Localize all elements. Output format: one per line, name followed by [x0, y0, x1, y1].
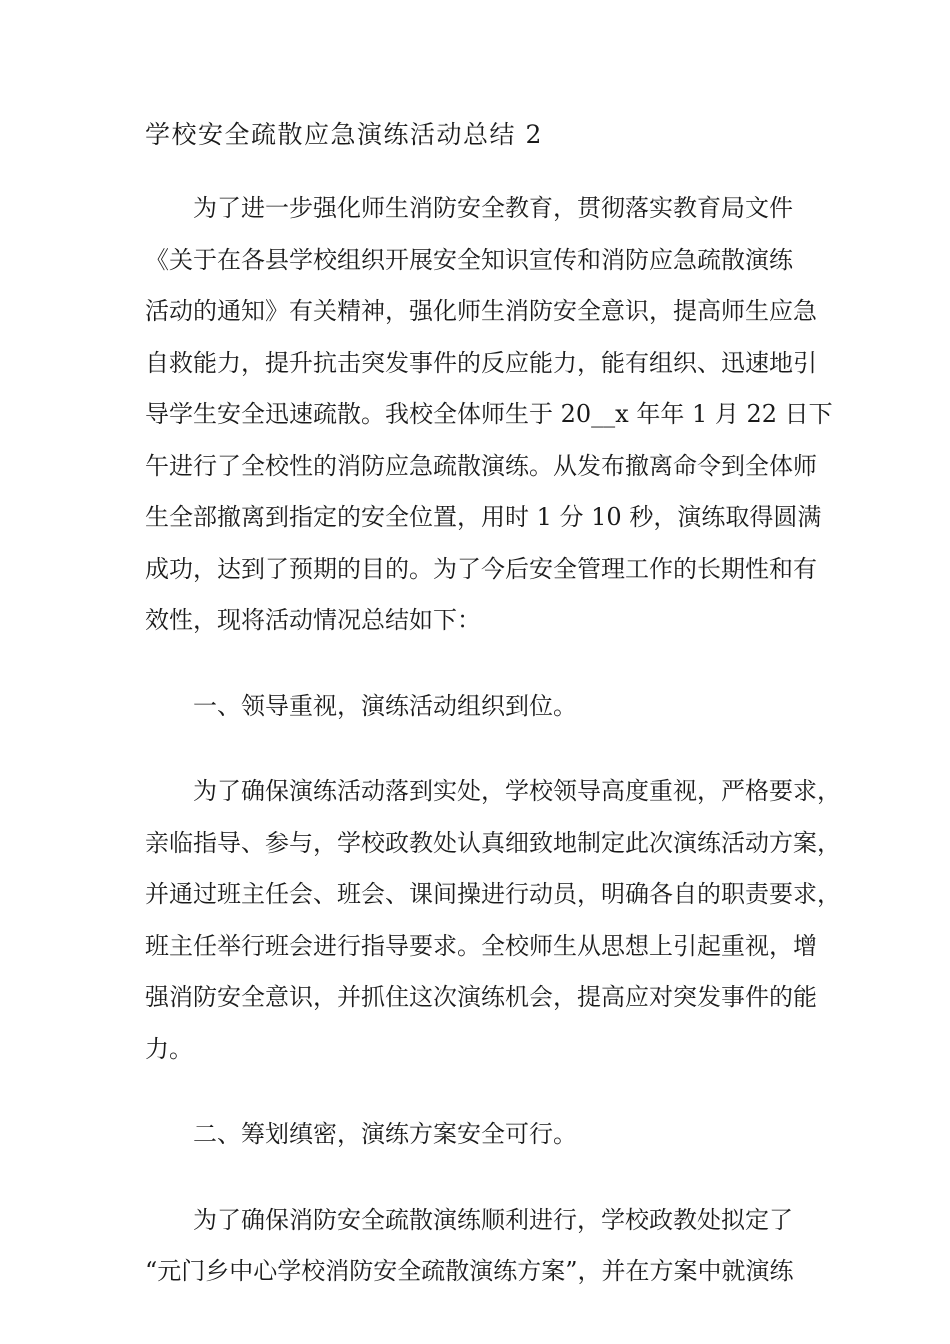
- spacer: [145, 732, 807, 766]
- paragraph-line: 亲临指导、参与，学校政教处认真细致地制定此次演练活动方案，: [145, 828, 841, 857]
- paragraph-line: 效性，现将活动情况总结如下：: [145, 606, 481, 634]
- paragraph-line: 午进行了全校性的消防应急疏散演练。从发布撤离命令到全体师: [145, 451, 817, 480]
- paragraph-leadership: [145, 766, 841, 1075]
- paragraph-line: 导学生安全迅速疏散。我校全体师生于 20__x 年年 1 月 22 日下: [145, 400, 833, 428]
- paragraph-line: “元门乡中心学校消防安全疏散演练方案”，并在方案中就演练: [145, 1257, 794, 1285]
- paragraph-line: 《关于在各县学校组织开展安全知识宣传和消防应急疏散演练: [145, 245, 793, 274]
- paragraph-line: 为了进一步强化师生消防安全教育，贯彻落实教育局文件: [193, 194, 793, 222]
- spacer: [145, 647, 807, 681]
- paragraph-line: 活动的通知》有关精神，强化师生消防安全意识，提高师生应急: [145, 297, 817, 325]
- section-heading-2: 二、筹划缜密，演练方案安全可行。: [193, 1120, 577, 1148]
- spacer: [145, 1075, 807, 1109]
- paragraph-line: 成功，达到了预期的目的。为了今后安全管理工作的长期性和有: [145, 554, 817, 583]
- paragraph-intro: [145, 183, 833, 647]
- paragraph-line: 并通过班主任会、班会、课间操进行动员，明确各自的职责要求，: [145, 880, 841, 908]
- document-title: 学校安全疏散应急演练活动总结 2: [145, 120, 543, 149]
- paragraph-line: 强消防安全意识，并抓住这次演练机会，提高应对突发事件的能: [145, 983, 817, 1011]
- paragraph-line: 生全部撤离到指定的安全位置，用时 1 分 10 秒，演练取得圆满: [145, 503, 822, 531]
- paragraph-line: 班主任举行班会进行指导要求。全校师生从思想上引起重视，增: [145, 931, 817, 960]
- paragraph-line: 力。: [145, 1034, 193, 1063]
- document-body: [145, 183, 841, 1298]
- paragraph-planning: [145, 1195, 807, 1298]
- paragraph-line: 为了确保演练活动落到实处，学校领导高度重视，严格要求，: [193, 777, 841, 805]
- paragraph-line: 为了确保消防安全疏散演练顺利进行，学校政教处拟定了: [193, 1205, 793, 1234]
- section-heading-1: 一、领导重视，演练活动组织到位。: [193, 691, 577, 720]
- spacer: [145, 1161, 807, 1195]
- paragraph-line: 自救能力，提升抗击突发事件的反应能力，能有组织、迅速地引: [145, 348, 817, 377]
